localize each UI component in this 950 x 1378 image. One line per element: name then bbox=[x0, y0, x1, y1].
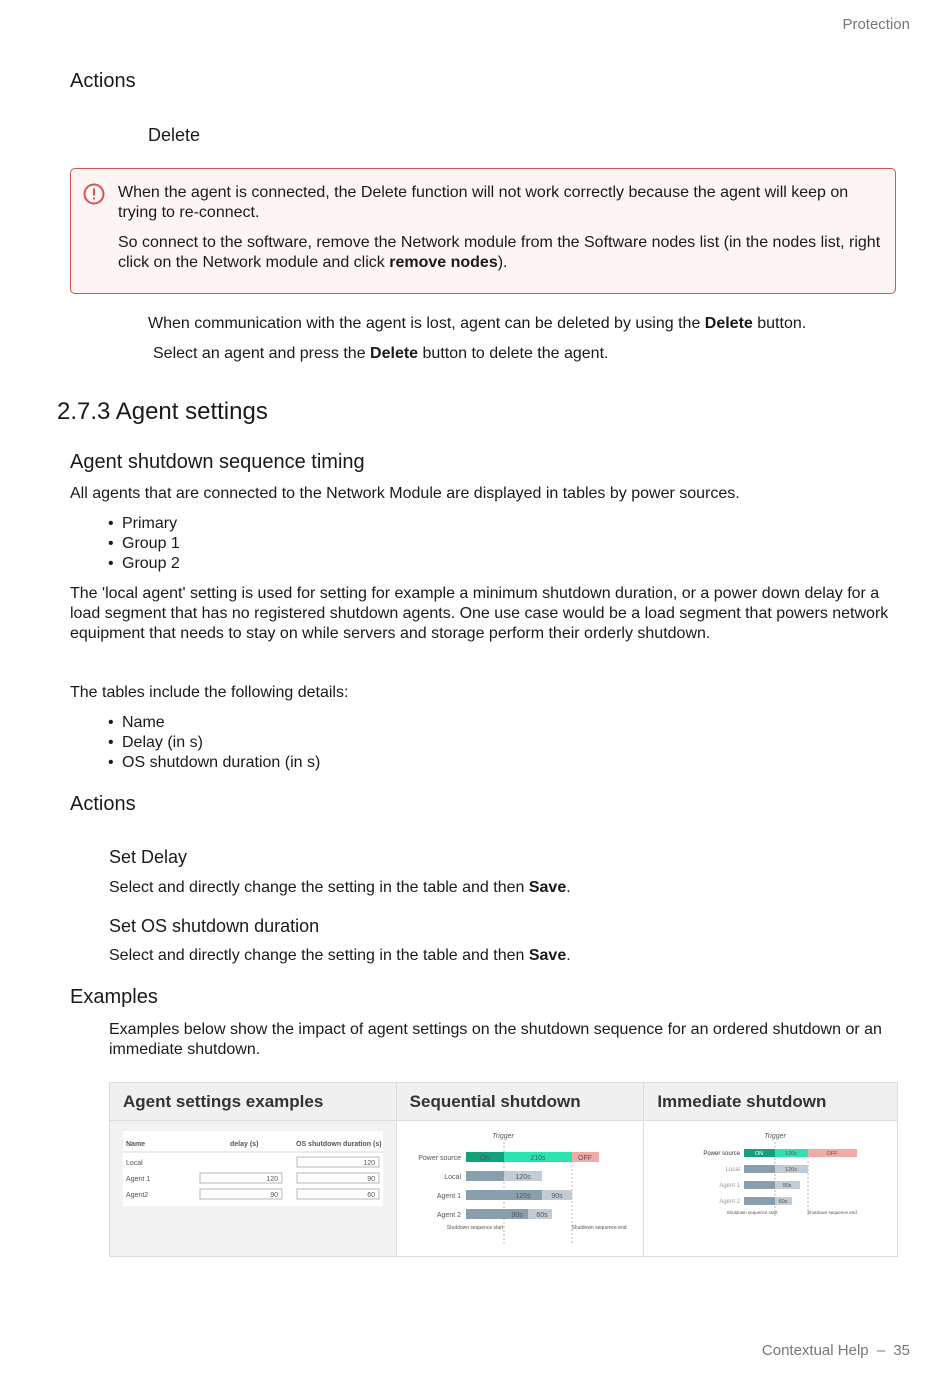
set-os-heading: Set OS shutdown duration bbox=[109, 916, 320, 936]
sequence-end-label: Shutdown sequence end bbox=[807, 1210, 858, 1215]
mini-row-delay: 120 bbox=[266, 1176, 278, 1183]
footer-separator: – bbox=[876, 1342, 886, 1359]
set-delay-text: Select and directly change the setting in the table and then Save. bbox=[109, 879, 571, 896]
svg-text:ON: ON bbox=[479, 1155, 490, 1162]
mini-row-name: Agent 1 bbox=[126, 1176, 151, 1183]
mini-row-os: 120 bbox=[363, 1160, 375, 1167]
power-source-label: Power source bbox=[417, 1155, 461, 1162]
list-item: • Group 2 bbox=[104, 554, 180, 574]
svg-text:120s: 120s bbox=[785, 1167, 798, 1173]
list-item: • Primary bbox=[104, 514, 180, 534]
footer-label: Contextual Help bbox=[761, 1342, 869, 1359]
trigger-label: Trigger bbox=[764, 1133, 787, 1140]
actions-heading: Actions bbox=[70, 70, 136, 92]
details-list bbox=[104, 713, 320, 773]
agent1-delay-bar bbox=[744, 1181, 775, 1189]
examples-text: Examples below show the impact of agent settings on the shutdown sequence for an ordered shutdown or an immediate shutdown. bbox=[109, 1021, 882, 1058]
mini-row-name: Agent2 bbox=[126, 1192, 149, 1199]
sequence-start-label: Shutdown sequence start bbox=[446, 1225, 503, 1231]
svg-text:90s: 90s bbox=[551, 1193, 563, 1200]
svg-text:210s: 210s bbox=[530, 1155, 546, 1162]
section-title: 2.7.3 Agent settings bbox=[57, 398, 268, 425]
set-delay-heading: Set Delay bbox=[109, 847, 188, 867]
local-delay-bar bbox=[744, 1165, 775, 1173]
svg-text:120s: 120s bbox=[785, 1151, 798, 1157]
list-item: • Delay (in s) bbox=[104, 733, 320, 753]
sequential-shutdown-cell bbox=[396, 1121, 644, 1257]
list-item: • OS shutdown duration (in s) bbox=[104, 753, 320, 773]
mini-row-name: Local bbox=[126, 1160, 143, 1167]
immediate-shutdown-diagram bbox=[644, 1121, 896, 1251]
tables-intro: The tables include the following details: bbox=[70, 684, 349, 701]
agent-settings-mini-table bbox=[110, 1121, 395, 1251]
svg-text:OFF: OFF bbox=[826, 1151, 838, 1157]
agent2-delay-bar bbox=[744, 1197, 775, 1205]
column-header: Sequential shutdown bbox=[396, 1083, 644, 1121]
local-label: Local bbox=[725, 1167, 741, 1173]
mini-row-delay: 90 bbox=[270, 1192, 278, 1199]
mini-col-name: Name bbox=[126, 1141, 146, 1148]
column-header: Immediate shutdown bbox=[644, 1083, 898, 1121]
actions-heading-2: Actions bbox=[70, 793, 136, 815]
list-item: • Group 1 bbox=[104, 534, 180, 554]
set-os-text: Select and directly change the setting in the table and then Save. bbox=[109, 947, 571, 964]
svg-text:120s: 120s bbox=[515, 1174, 531, 1181]
delete-subheading: Delete bbox=[148, 125, 201, 145]
svg-text:OFF: OFF bbox=[577, 1155, 592, 1162]
mini-col-os: OS shutdown duration (s) bbox=[296, 1141, 382, 1148]
intro-text: All agents that are connected to the Network Module are displayed in tables by power sources. bbox=[70, 485, 740, 502]
svg-text:ON: ON bbox=[755, 1151, 764, 1157]
local-label: Local bbox=[443, 1174, 461, 1181]
svg-text:60s: 60s bbox=[778, 1199, 788, 1205]
local-agent-text: The 'local agent' setting is used for setting for example a minimum shutdown duration, or a power down delay for a load segment that has no registered shutdown agents. One use case would be a load segment that powers network equipment that needs to stay on while servers and storage perform their orderly shutdown. bbox=[70, 585, 889, 642]
warning-alert bbox=[70, 168, 896, 294]
alert-text-2: So connect to the software, remove the Network module from the Software nodes list (in the nodes list, right click on the Network module and click remove nodes). bbox=[118, 234, 881, 271]
running-footer bbox=[762, 1342, 910, 1359]
agent1-label: Agent 1 bbox=[719, 1183, 741, 1189]
page-number: 35 bbox=[893, 1342, 910, 1359]
agent1-label: Agent 1 bbox=[436, 1193, 461, 1200]
mini-row-os: 90 bbox=[367, 1176, 375, 1183]
remove-nodes-emphasis: remove nodes bbox=[389, 254, 498, 271]
running-header: Protection bbox=[842, 16, 910, 33]
mini-col-delay: delay (s) bbox=[230, 1141, 259, 1148]
svg-text:90s: 90s bbox=[511, 1212, 523, 1219]
svg-text:60s: 60s bbox=[536, 1212, 548, 1219]
power-source-list bbox=[104, 514, 180, 574]
agent2-label: Agent 2 bbox=[436, 1212, 461, 1219]
column-header: Agent settings examples bbox=[110, 1083, 397, 1121]
immediate-shutdown-cell bbox=[644, 1121, 898, 1257]
settings-example-cell bbox=[110, 1121, 397, 1257]
svg-text:90s: 90s bbox=[782, 1183, 792, 1189]
svg-text:120s: 120s bbox=[515, 1193, 531, 1200]
timing-heading: Agent shutdown sequence timing bbox=[70, 451, 365, 473]
trigger-label: Trigger bbox=[491, 1133, 514, 1140]
examples-table bbox=[109, 1082, 898, 1257]
agent1-delay-bar bbox=[466, 1190, 542, 1200]
sequence-end-label: Shutdown sequence end bbox=[571, 1225, 627, 1231]
warning-icon bbox=[83, 183, 105, 205]
local-delay-bar bbox=[466, 1171, 504, 1181]
sequence-start-label: Shutdown sequence start bbox=[726, 1210, 778, 1215]
mini-row-os: 60 bbox=[367, 1192, 375, 1199]
power-source-label: Power source bbox=[703, 1151, 741, 1157]
delete-info-line: When communication with the agent is lost, agent can be deleted by using the Delete button. bbox=[148, 315, 807, 332]
delete-instruction-line: Select an agent and press the Delete button to delete the agent. bbox=[153, 345, 609, 362]
sequential-shutdown-diagram bbox=[397, 1121, 643, 1251]
agent2-label: Agent 2 bbox=[719, 1199, 741, 1205]
list-item: • Name bbox=[104, 713, 320, 733]
examples-heading: Examples bbox=[70, 986, 158, 1008]
alert-text-1: When the agent is connected, the Delete function will not work correctly because the agent will keep on trying to re-connect. bbox=[118, 184, 849, 221]
